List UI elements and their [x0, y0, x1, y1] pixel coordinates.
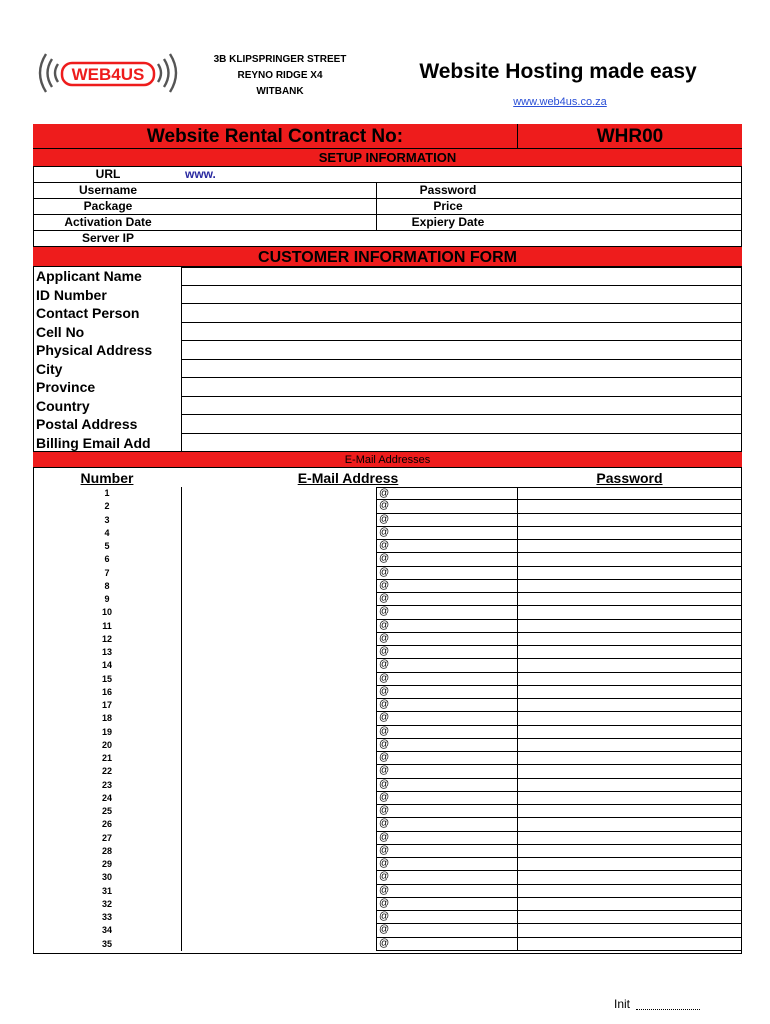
email-user-cell[interactable] [181, 832, 377, 845]
email-user-cell[interactable] [181, 726, 377, 739]
email-row [33, 805, 742, 818]
email-domain-cell[interactable]: @ [376, 765, 517, 778]
email-password-cell[interactable] [517, 580, 742, 593]
website-link[interactable]: www.web4us.co.za [513, 96, 607, 108]
email-row [33, 500, 742, 513]
email-password-cell[interactable] [517, 792, 742, 805]
email-domain-cell[interactable]: @ [376, 686, 517, 699]
email-row-number: 5 [104, 541, 110, 551]
server-ip-label: Server IP [81, 231, 135, 245]
email-row [33, 606, 742, 619]
email-row-number: 24 [101, 792, 112, 803]
email-row [33, 673, 742, 686]
email-user-cell[interactable] [181, 567, 377, 580]
logo-graphic [32, 46, 184, 100]
email-row [33, 752, 742, 765]
number-column-header: Number [80, 470, 134, 486]
email-row-number: 4 [104, 527, 110, 538]
email-row-number: 19 [101, 726, 112, 737]
email-row [33, 898, 742, 911]
email-domain-cell[interactable]: @ [376, 633, 517, 646]
email-domain-cell[interactable]: @ [376, 553, 517, 566]
package-label: Package [83, 199, 133, 213]
email-row-number: 22 [101, 766, 112, 777]
customer-field-input[interactable] [181, 378, 742, 397]
email-password-cell[interactable] [517, 924, 742, 937]
address-line-1: 3B KLIPSPRINGER STREET [213, 54, 347, 65]
customer-field-label: Billing Email Add [36, 434, 151, 451]
customer-field-row [33, 360, 742, 379]
contract-title: Website Rental Contract No: [33, 124, 518, 149]
email-row-number: 9 [104, 594, 110, 604]
email-password-cell[interactable] [517, 633, 742, 646]
email-user-cell[interactable] [181, 633, 377, 646]
setup-row-username [33, 183, 742, 199]
email-password-cell[interactable] [517, 898, 742, 911]
email-row-number: 27 [101, 832, 112, 843]
email-password-cell[interactable] [517, 752, 742, 765]
email-password-cell[interactable] [517, 686, 742, 699]
email-user-cell[interactable] [181, 553, 377, 566]
init-label: Init [614, 997, 631, 1011]
email-password-cell[interactable] [517, 938, 742, 951]
email-user-cell[interactable] [181, 765, 377, 778]
email-password-cell[interactable] [517, 646, 742, 659]
email-row-number: 12 [101, 633, 112, 644]
email-row-number: 23 [101, 779, 112, 790]
email-password-cell[interactable] [517, 739, 742, 752]
logo-text: WEB4US [71, 65, 145, 84]
email-row-number: 10 [101, 607, 112, 618]
email-domain-cell[interactable]: @ [376, 712, 517, 725]
email-row [33, 911, 742, 924]
customer-field-input[interactable] [181, 341, 742, 360]
email-user-cell[interactable] [181, 805, 377, 818]
email-user-cell[interactable] [181, 500, 377, 513]
email-row-number: 7 [104, 567, 110, 578]
email-password-cell[interactable] [517, 659, 742, 672]
customer-field-input[interactable] [181, 323, 742, 342]
email-password-cell[interactable] [517, 553, 742, 566]
email-row [33, 567, 742, 580]
email-password-cell[interactable] [517, 712, 742, 725]
email-row [33, 858, 742, 871]
email-row-number: 8 [104, 580, 110, 591]
email-user-cell[interactable] [181, 540, 377, 553]
email-password-cell[interactable] [517, 540, 742, 553]
customer-field-label: Physical Address [36, 342, 153, 358]
customer-field-label: Applicant Name [36, 268, 142, 284]
activation-date-label: Activation Date [64, 215, 152, 229]
customer-field-input[interactable] [181, 286, 742, 305]
email-password-cell[interactable] [517, 871, 742, 884]
customer-field-label: Cell No [36, 323, 85, 340]
email-domain-cell[interactable]: @ [376, 514, 517, 527]
email-domain-cell[interactable]: @ [376, 646, 517, 659]
email-user-cell[interactable] [181, 871, 377, 884]
email-password-cell[interactable] [517, 673, 742, 686]
email-user-cell[interactable] [181, 938, 377, 951]
email-domain-cell[interactable]: @ [376, 818, 517, 831]
customer-field-row [33, 341, 742, 360]
setup-heading: SETUP INFORMATION [33, 149, 742, 167]
email-domain-cell[interactable]: @ [376, 739, 517, 752]
email-row [33, 739, 742, 752]
email-password-cell[interactable] [517, 726, 742, 739]
email-column-headers [33, 469, 742, 487]
email-password-cell[interactable] [517, 779, 742, 792]
email-domain-cell[interactable]: @ [376, 500, 517, 513]
email-row [33, 832, 742, 845]
email-row-number: 32 [101, 898, 112, 909]
email-row [33, 792, 742, 805]
email-row-number: 30 [101, 872, 112, 883]
customer-field-label: City [36, 360, 63, 377]
column-divider [376, 199, 377, 215]
email-domain-cell[interactable]: @ [376, 898, 517, 911]
email-row-number: 35 [101, 938, 112, 949]
setup-row-activation [33, 215, 742, 231]
email-user-cell[interactable] [181, 739, 377, 752]
email-domain-cell[interactable]: @ [376, 659, 517, 672]
email-row-number: 14 [101, 660, 112, 671]
email-domain-cell[interactable]: @ [376, 885, 517, 898]
email-row [33, 514, 742, 527]
customer-field-row [33, 304, 742, 323]
email-password-cell[interactable] [517, 911, 742, 924]
email-user-cell[interactable] [181, 898, 377, 911]
email-heading: E-Mail Addresses [33, 451, 742, 468]
email-row [33, 765, 742, 778]
email-domain-cell[interactable]: @ [376, 871, 517, 884]
email-row-number: 17 [101, 700, 112, 710]
email-password-cell[interactable] [517, 527, 742, 540]
email-password-cell[interactable] [517, 620, 742, 633]
setup-row-package [33, 199, 742, 215]
email-row-number: 3 [104, 514, 110, 525]
customer-field-label: ID Number [36, 286, 107, 303]
price-label: Price [433, 199, 463, 213]
password-label: Password [419, 183, 477, 197]
email-row-number: 16 [101, 686, 112, 697]
email-user-cell[interactable] [181, 858, 377, 871]
email-row-number: 29 [101, 859, 112, 869]
tagline: Website Hosting made easy [419, 60, 697, 83]
customer-field-row [33, 286, 742, 305]
column-divider [376, 215, 377, 231]
password-column-header: Password [596, 470, 663, 486]
email-row-number: 33 [101, 912, 112, 922]
customer-field-row [33, 415, 742, 434]
email-domain-cell[interactable]: @ [376, 805, 517, 818]
email-domain-cell[interactable]: @ [376, 606, 517, 619]
customer-field-label: Contact Person [36, 305, 140, 321]
email-row-number: 21 [101, 753, 112, 763]
email-row [33, 699, 742, 712]
setup-row-url [33, 167, 742, 183]
customer-field-row [33, 434, 742, 453]
email-password-cell[interactable] [517, 765, 742, 778]
email-domain-cell[interactable]: @ [376, 699, 517, 712]
email-password-cell[interactable] [517, 500, 742, 513]
email-domain-cell[interactable]: @ [376, 938, 517, 951]
email-user-cell[interactable] [181, 606, 377, 619]
customer-field-input[interactable] [181, 434, 742, 453]
email-row-number: 31 [101, 885, 112, 896]
email-row-number: 20 [101, 739, 112, 750]
init-signature-line[interactable] [636, 1009, 700, 1010]
email-row-number: 13 [101, 647, 112, 657]
email-password-cell[interactable] [517, 487, 742, 500]
email-row [33, 527, 742, 540]
email-address-column-header: E-Mail Address [297, 470, 399, 486]
customer-form-heading: CUSTOMER INFORMATION FORM [33, 246, 742, 267]
expiry-date-label: Expiery Date [411, 215, 485, 229]
customer-field-row [33, 323, 742, 342]
email-row-number: 34 [101, 925, 112, 936]
email-row-number: 15 [101, 673, 112, 684]
email-password-cell[interactable] [517, 885, 742, 898]
email-password-cell[interactable] [517, 818, 742, 831]
email-user-cell[interactable] [181, 712, 377, 725]
email-user-cell[interactable] [181, 885, 377, 898]
email-domain-cell[interactable]: @ [376, 487, 517, 500]
email-password-cell[interactable] [517, 832, 742, 845]
email-user-cell[interactable] [181, 845, 377, 858]
email-user-cell[interactable] [181, 699, 377, 712]
email-password-cell[interactable] [517, 567, 742, 580]
email-row [33, 938, 742, 951]
customer-field-input[interactable] [181, 360, 742, 379]
email-user-cell[interactable] [181, 580, 377, 593]
email-domain-cell[interactable]: @ [376, 673, 517, 686]
email-user-cell[interactable] [181, 686, 377, 699]
email-row-number: 11 [102, 620, 112, 631]
email-row [33, 924, 742, 937]
email-domain-cell[interactable]: @ [376, 858, 517, 871]
email-user-cell[interactable] [181, 646, 377, 659]
email-password-cell[interactable] [517, 858, 742, 871]
customer-field-input[interactable] [181, 397, 742, 416]
customer-field-input[interactable] [181, 267, 742, 286]
email-row [33, 712, 742, 725]
customer-field-label: Postal Address [36, 416, 138, 432]
email-row [33, 659, 742, 672]
email-domain-cell[interactable]: @ [376, 832, 517, 845]
email-row-number: 18 [101, 713, 112, 724]
email-row [33, 885, 742, 898]
email-row [33, 726, 742, 739]
email-domain-cell[interactable]: @ [376, 620, 517, 633]
email-user-cell[interactable] [181, 673, 377, 686]
email-row [33, 593, 742, 606]
email-row [33, 845, 742, 858]
customer-field-label: Province [36, 379, 96, 395]
email-user-cell[interactable] [181, 792, 377, 805]
email-user-cell[interactable] [181, 593, 377, 606]
email-user-cell[interactable] [181, 752, 377, 765]
email-user-cell[interactable] [181, 659, 377, 672]
email-domain-cell[interactable]: @ [376, 726, 517, 739]
email-row [33, 580, 742, 593]
email-row-number: 25 [101, 806, 112, 816]
email-user-cell[interactable] [181, 487, 377, 500]
email-password-cell[interactable] [517, 805, 742, 818]
email-domain-cell[interactable]: @ [376, 580, 517, 593]
email-row [33, 553, 742, 566]
url-field[interactable]: www. [185, 167, 216, 181]
email-domain-cell[interactable]: @ [376, 911, 517, 924]
column-divider [376, 183, 377, 199]
email-row [33, 779, 742, 792]
email-domain-cell[interactable]: @ [376, 752, 517, 765]
email-domain-cell[interactable]: @ [376, 845, 517, 858]
email-user-cell[interactable] [181, 527, 377, 540]
email-domain-cell[interactable]: @ [376, 593, 517, 606]
email-user-cell[interactable] [181, 514, 377, 527]
customer-field-row [33, 378, 742, 397]
email-user-cell[interactable] [181, 818, 377, 831]
email-domain-cell[interactable]: @ [376, 924, 517, 937]
email-user-cell[interactable] [181, 911, 377, 924]
contract-number[interactable]: WHR00 [518, 124, 742, 149]
email-user-cell[interactable] [181, 924, 377, 937]
email-domain-cell[interactable]: @ [376, 540, 517, 553]
email-row [33, 633, 742, 646]
email-user-cell[interactable] [181, 779, 377, 792]
email-row [33, 686, 742, 699]
url-label: URL [95, 167, 121, 181]
email-password-cell[interactable] [517, 514, 742, 527]
customer-field-label: Country [36, 397, 90, 414]
username-label: Username [78, 183, 138, 197]
email-password-cell[interactable] [517, 699, 742, 712]
email-row-number: 6 [104, 554, 110, 565]
email-row [33, 620, 742, 633]
email-domain-cell[interactable]: @ [376, 792, 517, 805]
email-row-number: 28 [101, 845, 112, 856]
email-row-number: 26 [101, 819, 112, 830]
customer-field-input[interactable] [181, 304, 742, 323]
email-domain-cell[interactable]: @ [376, 779, 517, 792]
email-row [33, 871, 742, 884]
email-password-cell[interactable] [517, 845, 742, 858]
customer-field-input[interactable] [181, 415, 742, 434]
customer-field-row [33, 397, 742, 416]
email-row [33, 487, 742, 500]
address-line-3: WITBANK [256, 86, 304, 97]
email-row [33, 818, 742, 831]
customer-field-row [33, 267, 742, 286]
email-row-number: 1 [104, 488, 110, 498]
email-password-cell[interactable] [517, 606, 742, 619]
email-domain-cell[interactable]: @ [376, 567, 517, 580]
web4us-logo [32, 46, 184, 100]
email-user-cell[interactable] [181, 620, 377, 633]
email-row [33, 646, 742, 659]
address-line-2: REYNO RIDGE X4 [237, 70, 323, 81]
setup-row-server-ip [33, 231, 742, 247]
email-password-cell[interactable] [517, 593, 742, 606]
email-row-number: 2 [104, 501, 110, 512]
email-row [33, 540, 742, 553]
email-domain-cell[interactable]: @ [376, 527, 517, 540]
